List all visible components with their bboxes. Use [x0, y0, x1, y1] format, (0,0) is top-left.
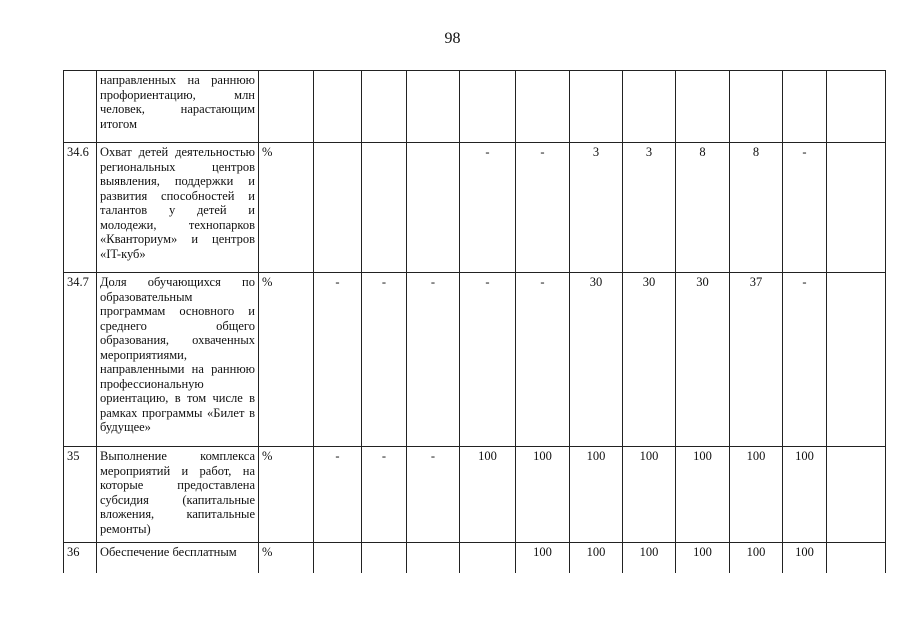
value-cell [407, 543, 460, 574]
row-number-cell: 36 [64, 543, 97, 574]
value-cell [460, 71, 516, 143]
value-cell [460, 543, 516, 574]
value-cell [314, 543, 362, 574]
value-cell: 100 [676, 447, 730, 543]
value-cell: - [460, 273, 516, 447]
value-cell [314, 71, 362, 143]
table-row [64, 543, 886, 574]
value-cell: 100 [783, 543, 827, 574]
value-cell: 100 [460, 447, 516, 543]
value-cell: - [314, 273, 362, 447]
value-cell: - [407, 273, 460, 447]
unit-cell: % [259, 273, 314, 447]
indicators-table-wrap [63, 70, 886, 573]
value-cell [827, 143, 886, 273]
value-cell [827, 447, 886, 543]
value-cell: 100 [730, 543, 783, 574]
value-cell [516, 71, 570, 143]
table-body [64, 71, 886, 574]
indicators-table [63, 70, 886, 573]
value-cell [407, 71, 460, 143]
indicator-name-cell: Охват детей деятельностью региональных центров выявления, поддержки и развития способностей и талантов у детей и молодежи, технопарков «Кванториум» и центров «IT-куб» [97, 143, 259, 273]
indicator-name-cell: Доля обучающихся по образовательным программам основного и среднего общего образования, охваченных мероприятиями, направленными на раннюю профессиональную ориентацию, в том числе в рамках программы «Билет в будущее» [97, 273, 259, 447]
value-cell [570, 71, 623, 143]
table-row [64, 273, 886, 447]
value-cell: 100 [676, 543, 730, 574]
value-cell [730, 71, 783, 143]
indicator-name-cell: Выполнение комплекса мероприятий и работ, на которые предоставлена субсидия (капитальные вложения, капитальные ремонты) [97, 447, 259, 543]
value-cell: 30 [570, 273, 623, 447]
value-cell: - [362, 273, 407, 447]
page-number: 98 [444, 30, 461, 47]
value-cell: - [407, 447, 460, 543]
value-cell: - [460, 143, 516, 273]
unit-cell: % [259, 447, 314, 543]
value-cell: 3 [570, 143, 623, 273]
table-row [64, 143, 886, 273]
value-cell: - [314, 447, 362, 543]
value-cell: 100 [516, 543, 570, 574]
row-number-cell: 34.7 [64, 273, 97, 447]
value-cell: - [783, 273, 827, 447]
value-cell [827, 71, 886, 143]
value-cell: - [783, 143, 827, 273]
value-cell: 100 [783, 447, 827, 543]
value-cell: 100 [516, 447, 570, 543]
table-row [64, 71, 886, 143]
value-cell [362, 71, 407, 143]
value-cell: 30 [623, 273, 676, 447]
row-number-cell [64, 71, 97, 143]
unit-cell [259, 71, 314, 143]
row-number-cell: 34.6 [64, 143, 97, 273]
value-cell [827, 543, 886, 574]
value-cell: 100 [730, 447, 783, 543]
indicator-name-cell: Обеспечение бесплатным [97, 543, 259, 574]
value-cell [827, 273, 886, 447]
value-cell [676, 71, 730, 143]
value-cell: 8 [676, 143, 730, 273]
value-cell [623, 71, 676, 143]
row-number-cell: 35 [64, 447, 97, 543]
value-cell: 3 [623, 143, 676, 273]
value-cell: 100 [623, 447, 676, 543]
value-cell: - [516, 143, 570, 273]
value-cell [362, 143, 407, 273]
indicator-name-cell: направленных на раннюю профориентацию, млн человек, нарастающим итогом [97, 71, 259, 143]
value-cell [783, 71, 827, 143]
value-cell: 100 [623, 543, 676, 574]
value-cell [362, 543, 407, 574]
unit-cell: % [259, 543, 314, 574]
value-cell: 100 [570, 447, 623, 543]
value-cell: - [516, 273, 570, 447]
table-row [64, 447, 886, 543]
value-cell: 100 [570, 543, 623, 574]
value-cell: - [362, 447, 407, 543]
unit-cell: % [259, 143, 314, 273]
value-cell: 37 [730, 273, 783, 447]
value-cell [314, 143, 362, 273]
value-cell: 30 [676, 273, 730, 447]
value-cell: 8 [730, 143, 783, 273]
value-cell [407, 143, 460, 273]
